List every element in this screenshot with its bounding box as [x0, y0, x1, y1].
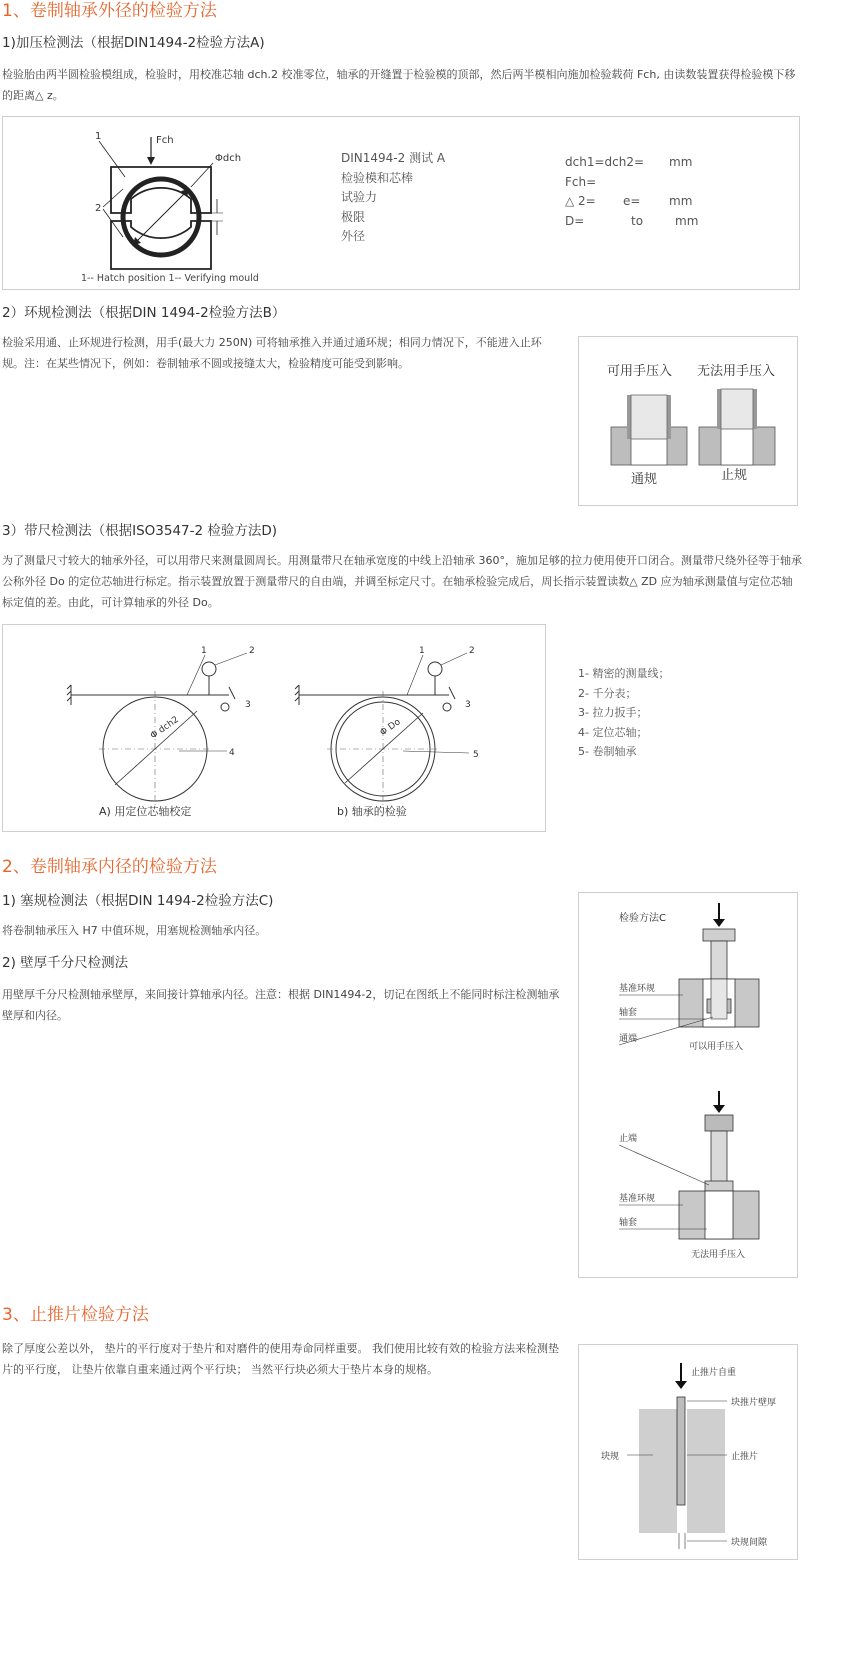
value-delta: △ 2= — [565, 194, 596, 208]
push-possible-label: 可用手压入 — [607, 364, 673, 379]
method-a-figure-box — [2, 116, 800, 290]
callout-5: 5 — [473, 750, 479, 760]
micrometer-heading: 2) 壁厚千分尺检测法 — [2, 955, 129, 971]
info-line: 试验力 — [341, 190, 378, 204]
stop-gauge-label: 止规 — [721, 468, 748, 483]
plug-gauge-figure-box — [578, 892, 798, 1278]
tape-test-legend — [578, 664, 669, 762]
push-impossible-label: 无法用手压入 — [697, 364, 776, 379]
callout-3: 3 — [465, 700, 471, 710]
figure-title: 检验方法C — [619, 913, 666, 924]
thrust-washer-text: 除了厚度公差以外， 垫片的平行度对于垫片和对磨件的使用寿命同样重要。 我们使用比较有效的检验方法来检测垫片的平行度， 让垫片依靠自重来通过两个平行块； 当然平行块必须大于垫片本身的规格。 — [2, 1342, 559, 1376]
method-c-heading: 1) 塞规检测法（根据DIN 1494-2检验方法C) — [2, 893, 274, 909]
go-end-label: 通端 — [619, 1034, 638, 1044]
section-1-title: 1、卷制轴承外径的检验方法 — [2, 1, 217, 21]
sleeve-label: 轴套 — [619, 1218, 638, 1228]
info-line: DIN1494-2 测试 A — [341, 151, 446, 165]
washer-label: 止推片 — [731, 1452, 759, 1462]
dch-label: Φdch — [215, 153, 242, 164]
section-3-title: 3、止推片检验方法 — [2, 1305, 149, 1325]
method-d-heading: 3）带尺检测法（根据ISO3547-2 检验方法D) — [2, 523, 278, 539]
gauge-block-label: 块规 — [601, 1452, 620, 1462]
ring-gauge-figure-box — [578, 336, 798, 506]
ref-ring-label: 基准环规 — [619, 984, 656, 994]
section-2-title: 2、卷制轴承内径的检验方法 — [2, 857, 217, 877]
legend-item: 4- 定位芯轴； — [578, 725, 648, 739]
caption-a: A) 用定位芯轴校定 — [99, 805, 192, 818]
fch-label: Fch — [156, 135, 174, 146]
gauge-gap-label: 块规间隙 — [731, 1538, 768, 1548]
callout-1: 1 — [419, 646, 425, 656]
value-to: to — [631, 214, 644, 228]
legend-item: 3- 拉力扳手； — [578, 706, 648, 719]
thrust-washer-figure-box — [578, 1344, 798, 1560]
value-e: e= — [623, 194, 641, 208]
info-line: 检验模和芯棒 — [341, 170, 414, 185]
method-d-text: 为了测量尺寸较大的轴承外径，可以用带尺来测量圆周长。用测量带尺在轴承宽度的中线上沿轴承 360°，施加足够的拉力使用使开口闭合。测量带尺绕外径等于轴承公称外径 Do 的定位芯轴进行标定。指示装置放置于测量带尺的自由端，并调至标定尺寸。在轴承检验完成后，周长指示装置读数△ ZD 应为轴承测量值与定位芯轴标定值的差。由此，可计算轴承的外径 Do。 — [2, 554, 802, 609]
plug-gauge-diagram — [579, 893, 797, 1277]
push-possible-note: 可以用手压入 — [689, 1042, 744, 1052]
washer-weight-label: 止推片自重 — [691, 1368, 737, 1378]
callout-1: 1 — [201, 646, 207, 656]
value-unit: mm — [669, 155, 693, 169]
go-gauge-label: 通规 — [631, 472, 658, 487]
stop-end-label: 止端 — [619, 1134, 638, 1144]
tape-test-figure-box — [2, 624, 546, 832]
value-d: D= — [565, 214, 585, 228]
label-2: 2 — [95, 203, 102, 214]
method-b-text: 检验采用通、止环规进行检测，用手(最大力 250N) 可将轴承推入并通过通环规；相同力情况下，不能进入止环规。注：在某些情况下，例如：卷制轴承不圆或接缝太大，检验精度可能受到影响。 — [2, 336, 542, 370]
figure-caption: 1-- Hatch position 1-- Verifying mould — [81, 273, 259, 284]
legend-item: 5- 卷制轴承 — [578, 745, 637, 758]
sleeve-label: 轴套 — [619, 1008, 638, 1018]
callout-2: 2 — [249, 646, 255, 656]
micrometer-text: 用壁厚千分尺检测轴承壁厚，来间接计算轴承内径。注意：根据 DIN1494-2，切记在图纸上不能同时标注检测轴承壁厚和内径。 — [2, 988, 560, 1022]
legend-item: 2- 千分表； — [578, 686, 637, 700]
washer-thickness-label: 块推片壁厚 — [731, 1398, 777, 1408]
pressure-test-diagram — [63, 119, 363, 289]
method-c-text: 将卷制轴承压入 H7 中值环规，用塞规检测轴承内径。 — [2, 924, 267, 937]
info-line: 外径 — [341, 229, 366, 243]
info-line: 极限 — [341, 209, 366, 224]
bearing-diameter-label: Φ Do — [378, 717, 403, 739]
label-1: 1 — [95, 131, 102, 142]
value-dch: dch1=dch2= — [565, 155, 645, 169]
callout-4: 4 — [229, 748, 235, 758]
tape-test-diagram — [3, 625, 545, 831]
caption-b: b) 轴承的检验 — [337, 805, 407, 818]
value-unit: mm — [675, 214, 699, 228]
ref-ring-label: 基准环规 — [619, 1194, 656, 1204]
value-unit: mm — [669, 194, 693, 208]
method-a-heading: 1)加压检测法（根据DIN1494-2检验方法A) — [2, 35, 265, 51]
method-a-text: 检验胎由两半圆检验模组成，检验时，用校准芯轴 dch.2 校准零位，轴承的开缝置于检验模的顶部，然后两半模相向施加检验载荷 Fch, 由读数装置获得检验模下移的距离△ z。 — [2, 68, 796, 102]
ring-gauge-diagram — [579, 337, 797, 505]
method-a-values — [565, 155, 765, 235]
thrust-washer-diagram — [579, 1345, 797, 1559]
push-impossible-note: 无法用手压入 — [691, 1250, 746, 1260]
value-fch: Fch= — [565, 175, 597, 189]
mandrel-diameter-label: Φ dch2 — [148, 714, 181, 742]
callout-2: 2 — [469, 646, 475, 656]
legend-item: 1- 精密的测量线； — [578, 667, 670, 680]
callout-3: 3 — [245, 700, 251, 710]
method-b-heading: 2）环规检测法（根据DIN 1494-2检验方法B） — [2, 305, 286, 321]
method-a-info-list — [341, 149, 445, 247]
